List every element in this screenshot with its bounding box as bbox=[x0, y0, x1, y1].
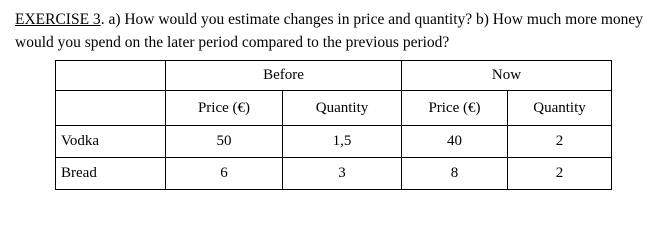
table-group-header-row bbox=[56, 61, 612, 91]
group-header-now: Now bbox=[402, 61, 612, 91]
table-row bbox=[56, 126, 612, 158]
exercise-prompt bbox=[15, 8, 665, 54]
table-cell: 6 bbox=[166, 158, 283, 190]
empty-corner-cell bbox=[56, 61, 166, 91]
table-cell: 8 bbox=[402, 158, 508, 190]
table-cell: 50 bbox=[166, 126, 283, 158]
column-header-price-now: Price (€) bbox=[402, 91, 508, 126]
row-label-bread: Bread bbox=[56, 158, 166, 190]
group-header-before: Before bbox=[166, 61, 402, 91]
exercise-label: EXERCISE 3 bbox=[15, 11, 101, 28]
table-cell: 3 bbox=[283, 158, 402, 190]
table-row bbox=[56, 158, 612, 190]
price-quantity-table bbox=[55, 60, 612, 190]
table-cell: 40 bbox=[402, 126, 508, 158]
empty-label-cell bbox=[56, 91, 166, 126]
table-cell: 2 bbox=[508, 158, 612, 190]
exercise-question: . a) How would you estimate changes in price and quantity? b) How much more money would you spend on the later period compared to the previous period? bbox=[15, 11, 644, 51]
column-header-quantity-now: Quantity bbox=[508, 91, 612, 126]
table-subheader-row bbox=[56, 91, 612, 126]
table-cell: 1,5 bbox=[283, 126, 402, 158]
column-header-price-before: Price (€) bbox=[166, 91, 283, 126]
row-label-vodka: Vodka bbox=[56, 126, 166, 158]
table-cell: 2 bbox=[508, 126, 612, 158]
column-header-quantity-before: Quantity bbox=[283, 91, 402, 126]
